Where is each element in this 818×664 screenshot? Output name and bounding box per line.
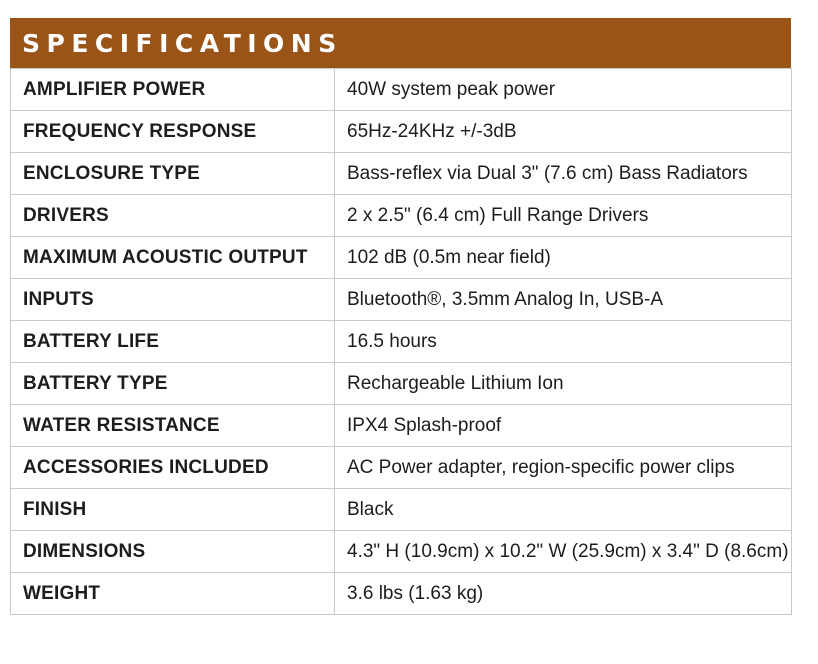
table-row	[11, 363, 792, 405]
table-row	[11, 279, 792, 321]
spec-value-inputs: Bluetooth®, 3.5mm Analog In, USB-A	[335, 279, 792, 321]
spec-name-dimensions: DIMENSIONS	[11, 531, 335, 573]
spec-name-accessories-included: ACCESSORIES INCLUDED	[11, 447, 335, 489]
specifications-table	[10, 68, 792, 615]
spec-value-weight: 3.6 lbs (1.63 kg)	[335, 573, 792, 615]
spec-name-drivers: DRIVERS	[11, 195, 335, 237]
table-row	[11, 195, 792, 237]
spec-value-amplifier-power: 40W system peak power	[335, 69, 792, 111]
spec-name-weight: WEIGHT	[11, 573, 335, 615]
spec-name-frequency-response: FREQUENCY RESPONSE	[11, 111, 335, 153]
spec-value-accessories-included: AC Power adapter, region-specific power clips	[335, 447, 792, 489]
spec-value-maximum-acoustic-output: 102 dB (0.5m near field)	[335, 237, 792, 279]
specifications-title: SPECIFICATIONS	[22, 28, 343, 58]
spec-name-battery-life: BATTERY LIFE	[11, 321, 335, 363]
table-row	[11, 405, 792, 447]
spec-name-water-resistance: WATER RESISTANCE	[11, 405, 335, 447]
spec-value-battery-type: Rechargeable Lithium Ion	[335, 363, 792, 405]
spec-name-battery-type: BATTERY TYPE	[11, 363, 335, 405]
spec-name-finish: FINISH	[11, 489, 335, 531]
specifications-header	[10, 18, 791, 68]
spec-name-inputs: INPUTS	[11, 279, 335, 321]
table-row	[11, 531, 792, 573]
table-row	[11, 153, 792, 195]
table-row	[11, 111, 792, 153]
spec-value-water-resistance: IPX4 Splash-proof	[335, 405, 792, 447]
table-row	[11, 447, 792, 489]
table-row	[11, 321, 792, 363]
spec-name-amplifier-power: AMPLIFIER POWER	[11, 69, 335, 111]
table-row	[11, 489, 792, 531]
spec-value-enclosure-type: Bass-reflex via Dual 3" (7.6 cm) Bass Radiators	[335, 153, 792, 195]
spec-value-battery-life: 16.5 hours	[335, 321, 792, 363]
table-row	[11, 69, 792, 111]
table-row	[11, 573, 792, 615]
spec-name-maximum-acoustic-output: MAXIMUM ACOUSTIC OUTPUT	[11, 237, 335, 279]
specifications-panel	[10, 18, 791, 615]
spec-value-drivers: 2 x 2.5" (6.4 cm) Full Range Drivers	[335, 195, 792, 237]
table-row	[11, 237, 792, 279]
spec-value-finish: Black	[335, 489, 792, 531]
spec-value-dimensions: 4.3" H (10.9cm) x 10.2" W (25.9cm) x 3.4" D (8.6cm)	[335, 531, 792, 573]
spec-name-enclosure-type: ENCLOSURE TYPE	[11, 153, 335, 195]
spec-value-frequency-response: 65Hz-24KHz +/-3dB	[335, 111, 792, 153]
